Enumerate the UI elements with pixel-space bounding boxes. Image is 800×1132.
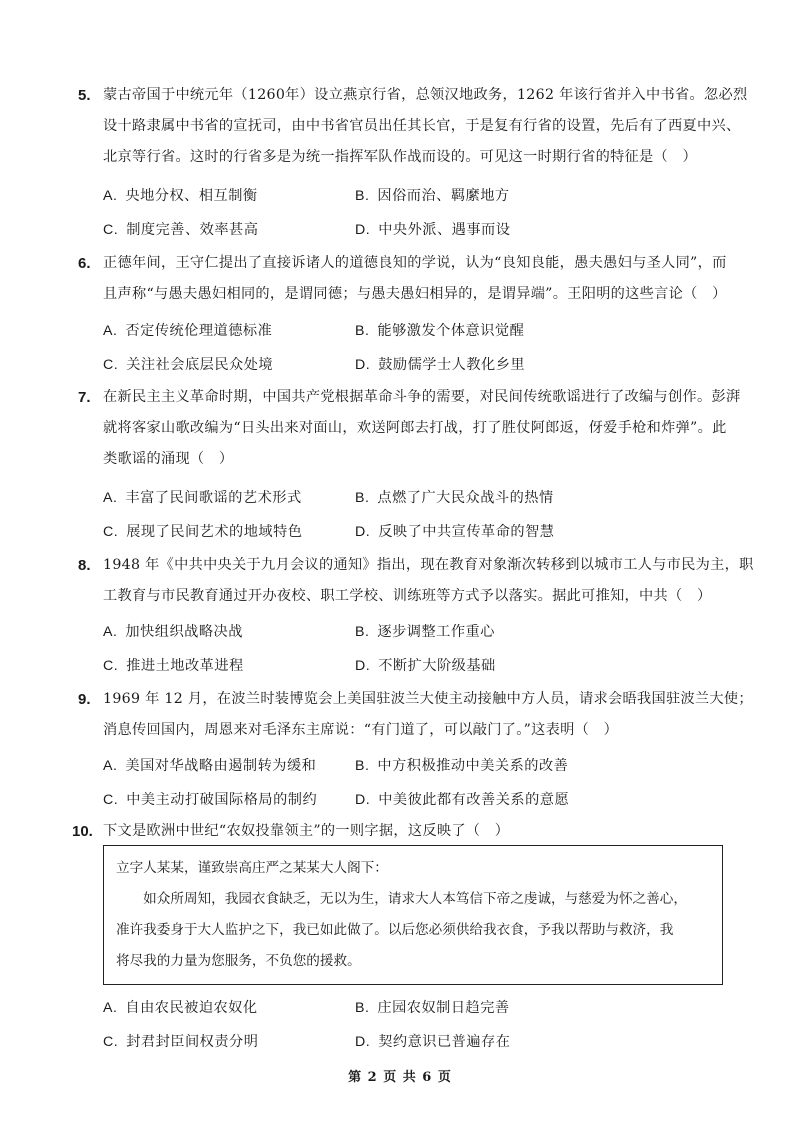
option-a: A. 否定传统伦理道德标准 [103,323,273,339]
option-a: A. 丰富了民间歌谣的艺术形式 [103,490,302,506]
question-number: 9. [78,691,91,708]
option-c: C. 制度完善、效率甚高 [103,222,259,238]
question-number: 10. [72,823,93,840]
option-d: D. 反映了中共宣传革命的智慧 [355,524,555,540]
option-a: A. 央地分权、相互制衡 [103,188,258,204]
stem-line: 1969 年 12 月，在波兰时装博览会上美国驻波兰大使主动接触中方人员，请求会晤我国驻波兰大使； [103,691,753,707]
option-b: B. 点燃了广大民众战斗的热情 [355,490,554,506]
option-a: A. 加快组织战略决战 [103,624,243,640]
option-a: A. 美国对华战略由遏制转为缓和 [103,758,317,774]
option-d: D. 中央外派、遇事而设 [355,222,511,238]
passage-line: 准许我委身于大人监护之下，我已如此做了。以后您必须供给我衣食，予我以帮助与救济，我 [116,922,674,938]
stem-line: 且声称“与愚夫愚妇相同的，是谓同德；与愚夫愚妇相异的，是谓异端”。王阳明的这些言论（ ） [103,286,727,302]
stem-line: 消息传回国内，周恩来对毛泽东主席说：“有门道了，可以敲门了。”这表明（ ） [103,722,619,738]
question-number: 7. [78,389,91,406]
question-stem [103,550,754,612]
stem-line: 北京等行省。这时的行省多是为统一指挥军队作战而设的。可见这一时期行省的特征是（ ） [103,149,697,165]
option-b: B. 中方积极推动中美关系的改善 [355,758,569,774]
stem-line: 在新民主主义革命时期，中国共产党根据革命斗争的需要，对民间传统歌谣进行了改编与创作。彭湃 [103,389,741,405]
question-number: 5. [78,87,91,104]
option-c: C. 封君封臣间权责分明 [103,1034,259,1050]
question-number: 8. [78,557,91,574]
question-stem [103,382,741,475]
stem-line: 下文是欧洲中世纪“农奴投靠领主”的一则字据，这反映了（ ） [103,823,510,839]
question-stem [103,816,723,847]
option-c: C. 推进土地改革进程 [103,658,244,674]
question-stem [103,80,748,173]
option-c: C. 中美主动打破国际格局的制约 [103,792,318,808]
source-passage-box [103,845,723,985]
question-stem [103,684,753,746]
option-d: D. 鼓励儒学士人教化乡里 [355,357,526,373]
page-number-footer: 第 2 页 共 6 页 [348,1070,452,1085]
stem-line: 类歌谣的涌现（ ） [103,451,234,467]
question-number: 6. [78,255,91,272]
question-stem [103,248,727,310]
option-b: B. 能够激发个体意识觉醒 [355,323,525,339]
option-d: D. 契约意识已普遍存在 [355,1034,511,1050]
passage-line: 立字人某某，谨致崇高庄严之某某大人阁下： [116,860,388,876]
stem-line: 工教育与市民教育通过开办夜校、职工学校、训练班等方式予以落实。据此可推知，中共（ ） [103,588,712,604]
option-b: B. 逐步调整工作重心 [355,624,495,640]
stem-line: 就将客家山歌改编为“日头出来对面山，欢送阿郎去打战，打了胜仗阿郎返，伢爱手枪和炸弹”。此 [103,420,727,436]
stem-line: 设十路隶属中书省的宣抚司，由中书省官员出任其长官，于是复有行省的设置，先后有了西夏中兴、 [103,118,741,134]
stem-line: 正德年间，王守仁提出了直接诉诸人的道德良知的学说，认为“良知良能，愚夫愚妇与圣人同”，而 [103,255,727,271]
option-a: A. 自由农民被迫农奴化 [103,1000,258,1016]
stem-line: 1948 年《中共中央关于九月会议的通知》指出，现在教育对象渐次转移到以城市工人与市民为主，职 [103,557,754,573]
option-c: C. 展现了民间艺术的地域特色 [103,524,303,540]
passage-line: 将尽我的力量为您服务，不负您的援救。 [116,953,361,969]
option-d: D. 中美彼此都有改善关系的意愿 [355,792,570,808]
stem-line: 蒙古帝国于中统元年（1260年）设立燕京行省，总领汉地政务，1262 年该行省并入中书省。忽必烈 [103,87,748,103]
passage-line: 如众所周知，我园衣食缺乏，无以为生，请求大人本笃信下帝之虔诚，与慈爱为怀之善心， [116,891,687,907]
option-c: C. 关注社会底层民众处境 [103,357,274,373]
option-b: B. 因俗而治、羁縻地方 [355,188,510,204]
option-b: B. 庄园农奴制日趋完善 [355,1000,510,1016]
option-d: D. 不断扩大阶级基础 [355,658,496,674]
